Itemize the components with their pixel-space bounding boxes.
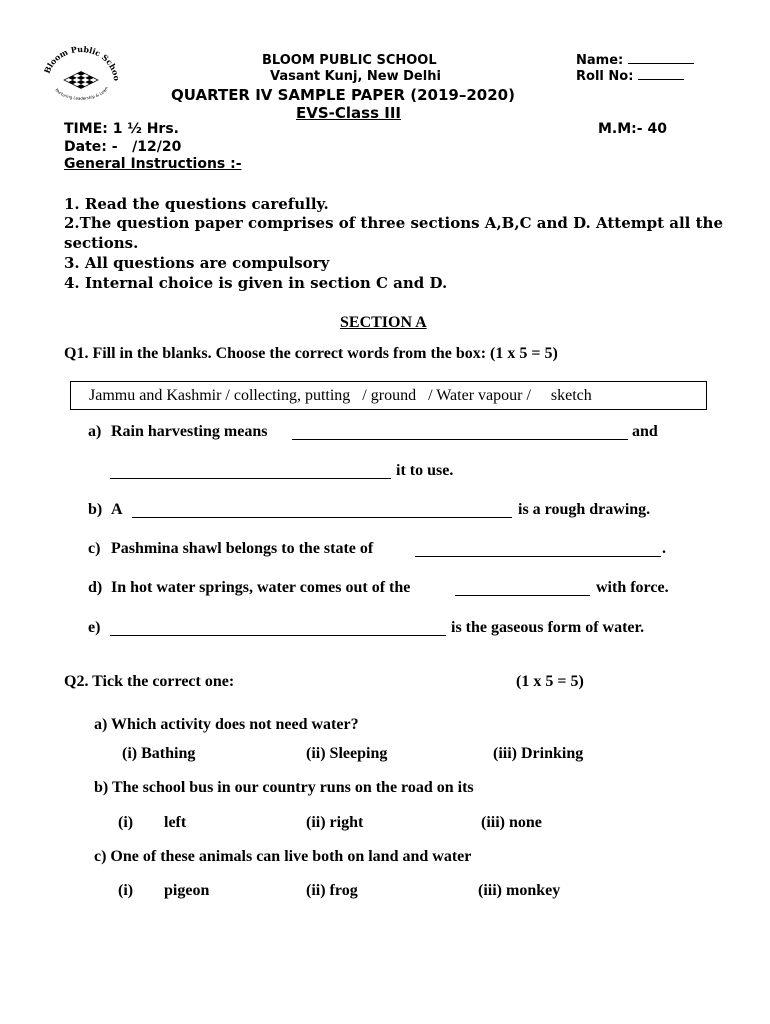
q2-a-question: a) Which activity does not need water? [94,716,359,733]
q1-d-post: with force. [596,579,669,596]
school-name: BLOOM PUBLIC SCHOOL [262,53,437,68]
q2-b-option-3[interactable]: (iii) none [481,814,542,831]
q1-c-pre: Pashmina shawl belongs to the state of [111,540,374,557]
q2-a-option-1[interactable]: (i) Bathing [122,745,196,762]
q1-a-and: and [632,423,658,440]
q1-e-label: e) [88,619,101,636]
instruction-4: 4. Internal choice is given in section C and D. [64,274,448,292]
subject-title: EVS-Class III [296,104,401,122]
q2-c-option-3[interactable]: (iii) monkey [478,882,561,899]
q1-title: Q1. Fill in the blanks. Choose the correct words from the box: (1 x 5 = 5) [64,345,558,362]
school-logo [40,44,122,102]
q1-b-label: b) [88,501,103,518]
section-a-heading: SECTION A [340,314,427,331]
q2-b-option-2[interactable]: (ii) right [306,814,364,831]
q1-c-post: . [662,540,666,557]
q1-e-blank[interactable] [110,634,446,636]
q1-b-pre: A [111,501,123,518]
q1-d-blank[interactable] [455,594,590,596]
q2-c-question: c) One of these animals can live both on land and water [94,848,472,865]
word-box-text: Jammu and Kashmir / collecting, putting / ground / Water vapour / sketch [89,387,592,404]
q1-a-text: Rain harvesting means [111,423,268,440]
q2-b-question: b) The school bus in our country runs on the road on its [94,779,474,796]
exam-date: Date: - /12/20 [64,139,182,155]
roll-label: Roll No: [576,69,634,84]
svg-text:Nurturing Leadership & Learnin: Nurturing Leadership & Learn [54,85,110,101]
instruction-3: 3. All questions are compulsory [64,254,330,272]
q1-d-pre: In hot water springs, water comes out of the [111,579,411,596]
q2-b-option-1-numeral[interactable]: (i) [118,814,134,831]
name-label: Name: [576,53,624,68]
q2-a-option-3[interactable]: (iii) Drinking [493,745,584,762]
name-blank[interactable] [628,62,694,64]
roll-blank[interactable] [638,78,684,80]
q2-title: Q2. Tick the correct one: [64,673,235,690]
q2-marks: (1 x 5 = 5) [516,673,584,690]
max-marks: M.M:- 40 [598,121,667,137]
q1-c-label: c) [88,540,101,557]
name-field [576,53,694,68]
q2-c-option-1-numeral[interactable]: (i) [118,882,134,899]
q2-a-option-2[interactable]: (ii) Sleeping [306,745,388,762]
q1-a-tail: it to use. [396,462,454,479]
general-instructions-heading: General Instructions :- [64,156,242,172]
instruction-2-cont: sections. [64,234,139,252]
q2-c-option-2[interactable]: (ii) frog [306,882,358,899]
instruction-1: 1. Read the questions carefully. [64,195,329,213]
q1-e-post: is the gaseous form of water. [451,619,645,636]
q2-b-option-1[interactable]: left [164,814,187,831]
q1-a-blank-1[interactable] [292,438,628,440]
q1-b-post: is a rough drawing. [518,501,651,518]
q1-a-label: a) [88,423,102,440]
q1-c-blank[interactable] [415,555,661,557]
q2-c-option-1[interactable]: pigeon [164,882,210,899]
roll-field [576,69,684,84]
word-box [70,381,707,410]
school-address: Vasant Kunj, New Delhi [270,69,441,84]
svg-text:Bloom Public School: Bloom Public Schoo [41,44,122,82]
q1-b-blank[interactable] [132,516,512,518]
q1-d-label: d) [88,579,103,596]
paper-title: QUARTER IV SAMPLE PAPER (2019–2020) [171,86,515,104]
instruction-2: 2.The question paper comprises of three sections A,B,C and D. Attempt all the [64,214,723,232]
q1-a-blank-2[interactable] [110,477,391,479]
exam-time: TIME: 1 ½ Hrs. [64,121,179,137]
